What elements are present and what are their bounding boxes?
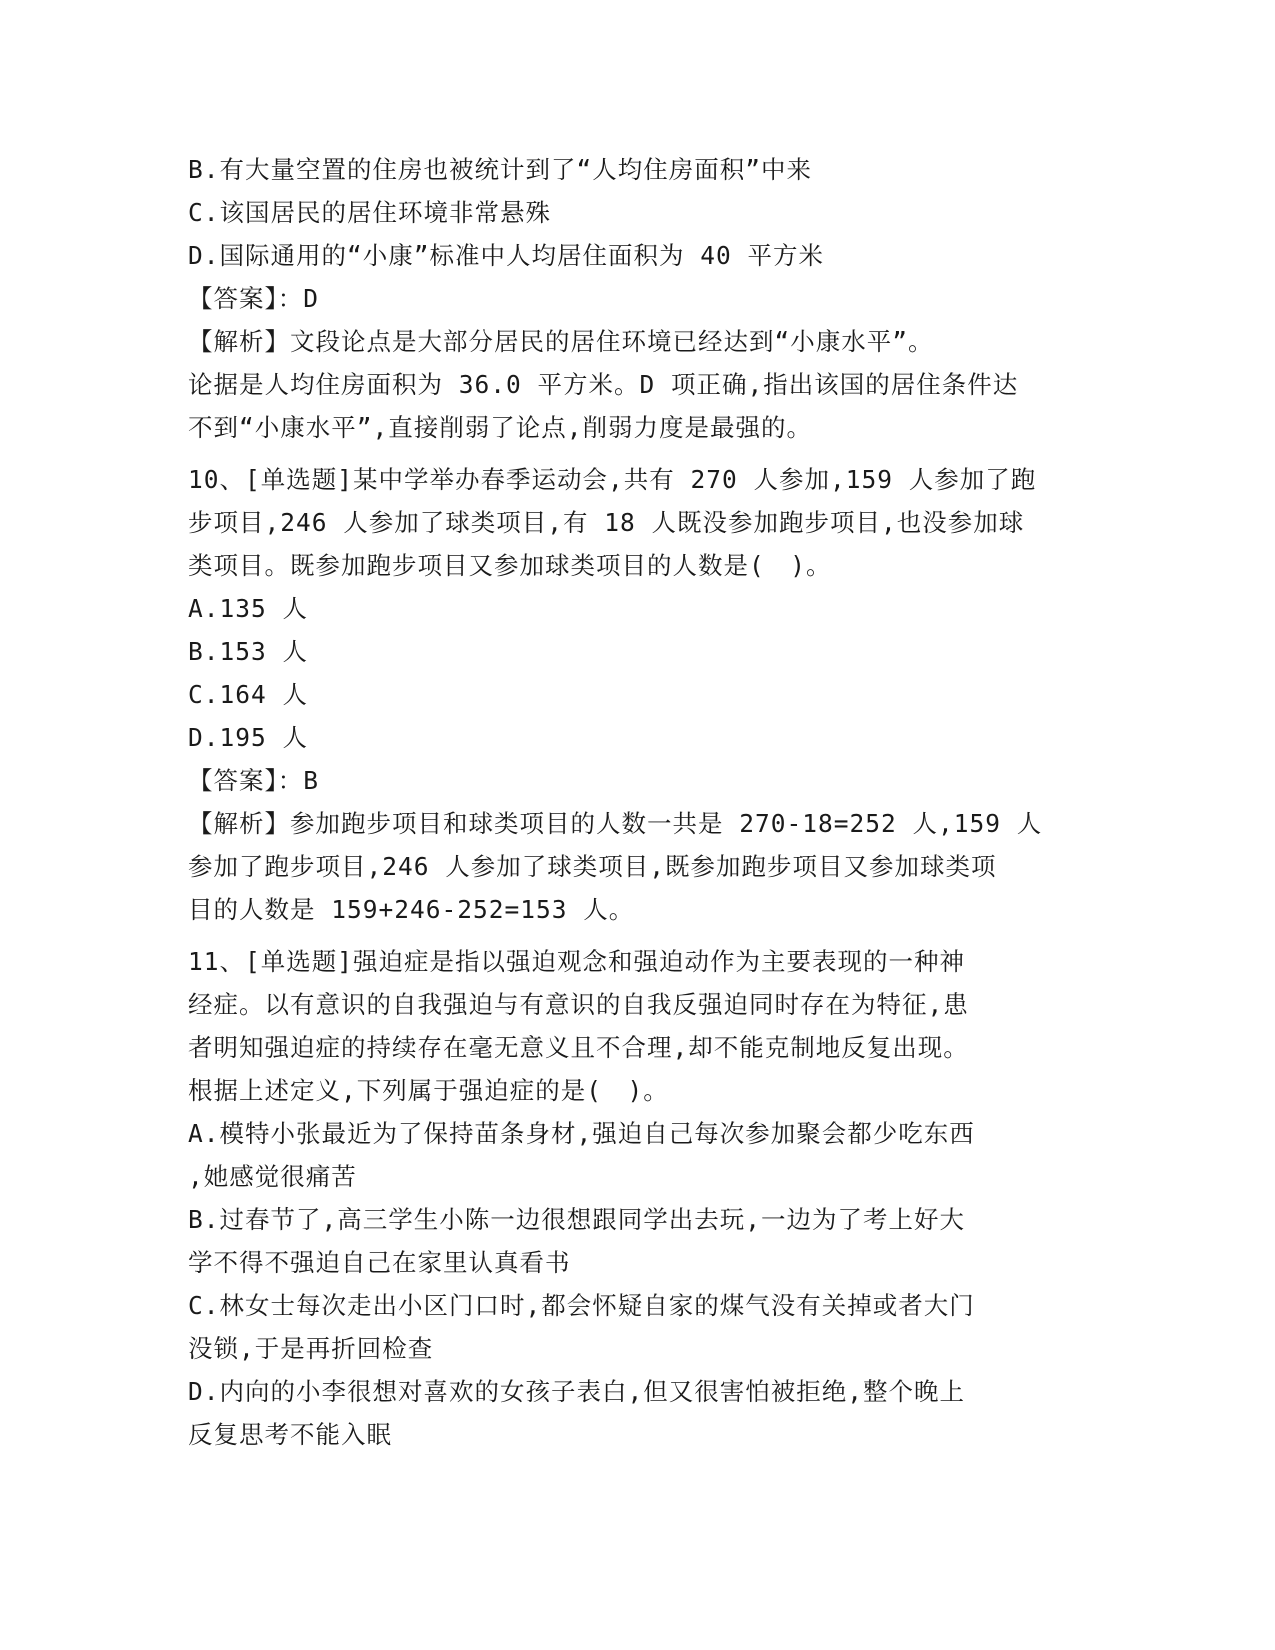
q10-stem-line: 10、[单选题]某中学举办春季运动会,共有 270 人参加,159 人参加了跑 xyxy=(188,465,1037,494)
q11-option-c-cont: 没锁,于是再折回检查 xyxy=(188,1334,434,1363)
q9-analysis-line: 【解析】文段论点是大部分居民的居住环境已经达到“小康水平”。 xyxy=(188,327,934,356)
q11-option-b-cont: 学不得不强迫自己在家里认真看书 xyxy=(188,1248,571,1277)
q11-option-d-cont: 反复思考不能入眠 xyxy=(188,1420,392,1449)
q11-option-d: D.内向的小李很想对喜欢的女孩子表白,但又很害怕被拒绝,整个晚上 xyxy=(188,1377,965,1406)
paragraph-gap xyxy=(188,449,1088,458)
q11-option-a-cont: ,她感觉很痛苦 xyxy=(188,1162,357,1191)
q10-stem-line: 步项目,246 人参加了球类项目,有 18 人既没参加跑步项目,也没参加球 xyxy=(188,508,1025,537)
q10-analysis-line: 【解析】参加跑步项目和球类项目的人数一共是 270-18=252 人,159 人 xyxy=(188,809,1043,838)
q10-stem-line: 类项目。既参加跑步项目又参加球类项目的人数是( )。 xyxy=(188,551,832,580)
q11-option-b: B.过春节了,高三学生小陈一边很想跟同学出去玩,一边为了考上好大 xyxy=(188,1205,965,1234)
q11-stem-line: 经症。以有意识的自我强迫与有意识的自我反强迫同时存在为特征,患 xyxy=(188,990,969,1019)
q10-option-c: C.164 人 xyxy=(188,680,309,709)
q9-analysis-line: 论据是人均住房面积为 36.0 平方米。D 项正确,指出该国的居住条件达 xyxy=(188,370,1019,399)
q10-option-a: A.135 人 xyxy=(188,594,309,623)
q10-answer: 【答案】：B xyxy=(188,766,319,795)
paragraph-gap xyxy=(188,931,1088,940)
q10-analysis-line: 参加了跑步项目,246 人参加了球类项目,既参加跑步项目又参加球类项 xyxy=(188,852,997,881)
q10-option-b: B.153 人 xyxy=(188,637,309,666)
q11-option-c: C.林女士每次走出小区门口时,都会怀疑自家的煤气没有关掉或者大门 xyxy=(188,1291,975,1320)
q11-stem-line: 者明知强迫症的持续存在毫无意义且不合理,却不能克制地反复出现。 xyxy=(188,1033,969,1062)
q10-analysis-line: 目的人数是 159+246-252=153 人。 xyxy=(188,895,635,924)
q11-stem-line: 根据上述定义,下列属于强迫症的是( )。 xyxy=(188,1076,669,1105)
q9-option-d: D.国际通用的“小康”标准中人均居住面积为 40 平方米 xyxy=(188,241,824,270)
page-content xyxy=(188,148,1088,1456)
q10-option-d: D.195 人 xyxy=(188,723,309,752)
q11-stem-line: 11、[单选题]强迫症是指以强迫观念和强迫动作为主要表现的一种神 xyxy=(188,947,965,976)
q9-answer: 【答案】：D xyxy=(188,284,319,313)
q9-analysis-line: 不到“小康水平”,直接削弱了论点,削弱力度是最强的。 xyxy=(188,413,812,442)
q9-option-c: C.该国居民的居住环境非常悬殊 xyxy=(188,198,551,227)
q9-option-b: B.有大量空置的住房也被统计到了“人均住房面积”中来 xyxy=(188,155,812,184)
q11-option-a: A.模特小张最近为了保持苗条身材,强迫自己每次参加聚会都少吃东西 xyxy=(188,1119,975,1148)
